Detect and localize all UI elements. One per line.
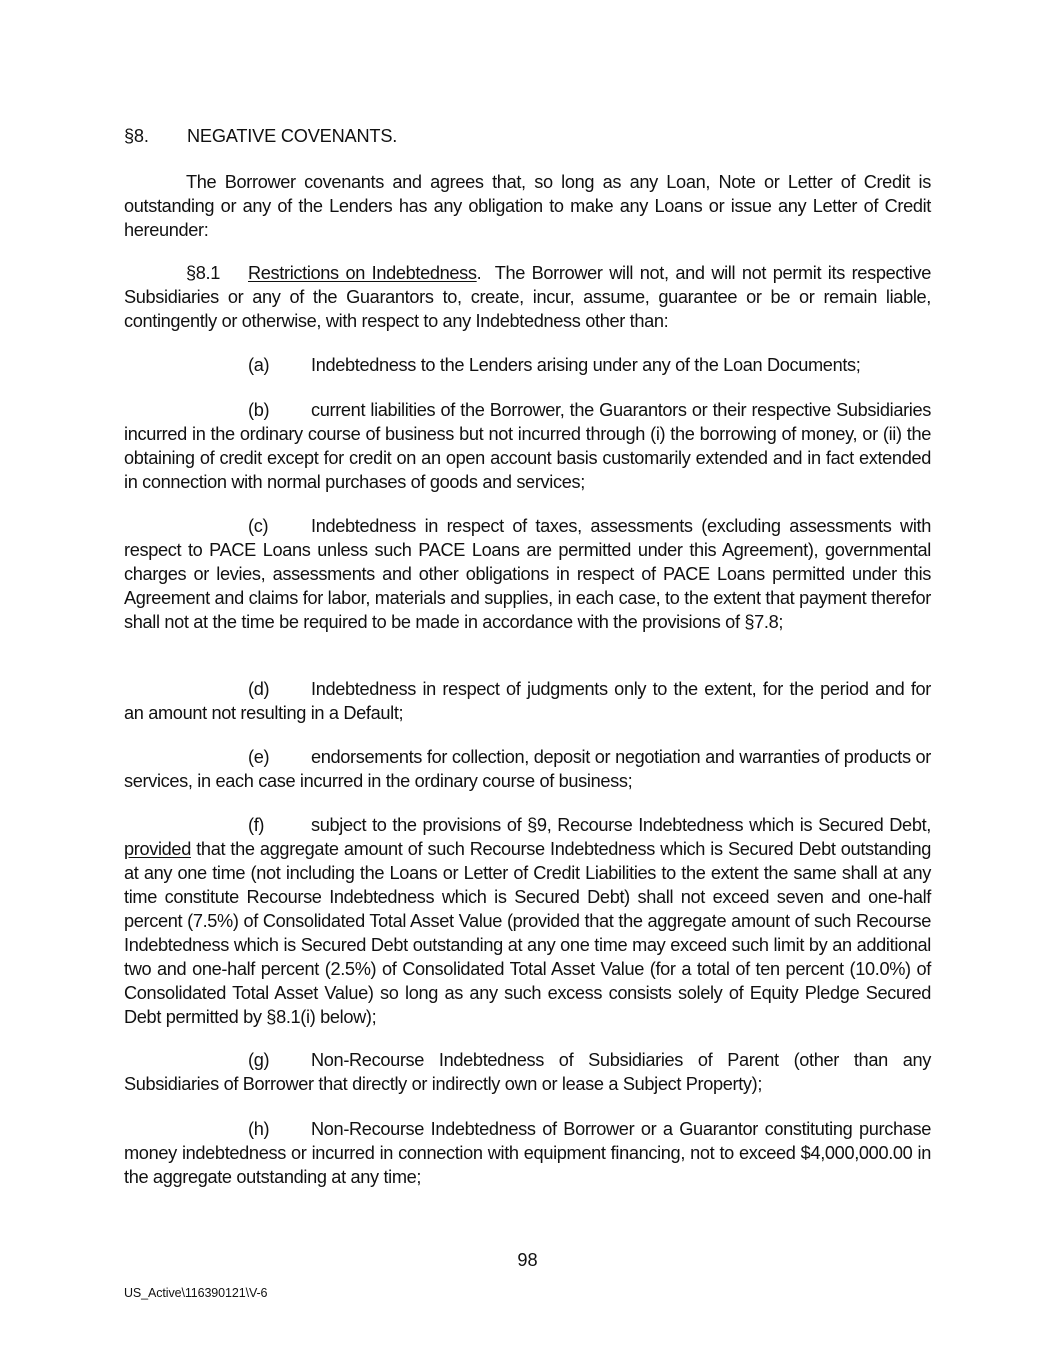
item-label: (c) (248, 516, 269, 536)
item-text: endorsements for collection, deposit or negotiation and warranties of products or services, in each case incurred in the ordinary course of business; (124, 747, 931, 791)
item-label: (d) (248, 679, 270, 699)
page-number: 98 (517, 1250, 538, 1270)
item-text: Non-Recourse Indebtedness of Borrower or a Guarantor constituting purchase money indebtedness or incurred in connection with equipment financing, not to exceed $4,000,000.00 in the aggregate outstanding at any time; (124, 1119, 931, 1187)
item-g (124, 1048, 931, 1096)
item-f (124, 813, 931, 1029)
item-c (124, 514, 931, 634)
item-text-after: that the aggregate amount of such Recourse Indebtedness which is Secured Debt outstanding at any one time (not including the Loans or Letter of Credit Liabilities to the extent the same shall at any time constitute Recourse Indebtedness which is Secured Debt) shall not exceed seven and one-half percent (7.5%) of Consolidated Total Asset Value (provided that the aggregate amount of such Recourse Indebtedness which is Secured Debt outstanding at any one time may exceed such limit by an additional two and one-half percent (2.5%) of Consolidated Total Asset Value (for a total of ten percent (10.0%) of Consolidated Total Asset Value) so long as any such excess consists solely of Equity Pledge Secured Debt permitted by §8.1(i) below); (124, 839, 931, 1027)
section-heading (124, 124, 397, 148)
subsection-heading: Restrictions on Indebtedness (248, 263, 477, 283)
item-text: Indebtedness in respect of judgments only to the extent, for the period and for an amount not resulting in a Default; (124, 679, 931, 723)
item-underlined-term: provided (124, 839, 191, 859)
intro-paragraph (124, 170, 931, 242)
item-label: (e) (248, 747, 270, 767)
intro-text: The Borrower covenants and agrees that, so long as any Loan, Note or Letter of Credit is outstanding or any of the Lenders has any obligation to make any Loans or issue any Letter of Credit hereunder: (124, 172, 931, 240)
section-number: §8. (124, 126, 149, 146)
item-text: Indebtedness to the Lenders arising under any of the Loan Documents; (311, 355, 861, 375)
item-h (124, 1117, 931, 1189)
item-label: (b) (248, 400, 270, 420)
item-b (124, 398, 931, 494)
subsection-8-1-paragraph: §8.1 Restrictions on Indebtedness. The Borrower will not, and will not permit its respective Subsidiaries or any of the Guarantors to, create, incur, assume, guarantee or be or remain liable, contingently or otherwise, with respect to any Indebtedness other than: (124, 263, 931, 331)
subsection-number: §8.1 (186, 263, 220, 283)
item-e (124, 745, 931, 793)
section-title: NEGATIVE COVENANTS. (187, 126, 398, 146)
item-d (124, 677, 931, 725)
document-id: US_Active\116390121\V-6 (124, 1286, 268, 1300)
item-text: current liabilities of the Borrower, the Guarantors or their respective Subsidiaries incurred in the ordinary course of business but not incurred through (i) the borrowing of money, or (ii) the obtaining of credit except for credit on an open account basis customarily extended and in fact extended in connection with normal purchases of goods and services; (124, 400, 931, 492)
item-text: Non-Recourse Indebtedness of Subsidiaries of Parent (other than any Subsidiaries of Borrower that directly or indirectly own or lease a Subject Property); (124, 1050, 931, 1094)
item-label: (a) (248, 355, 270, 375)
item-text: Indebtedness in respect of taxes, assessments (excluding assessments with respect to PACE Loans unless such PACE Loans are permitted under this Agreement), governmental charges or levies, assessments and other obligations in respect of PACE Loans permitted under this Agreement and claims for labor, materials and supplies, in each case, to the extent that payment therefor shall not at the time be required to be made in accordance with the provisions of §7.8; (124, 516, 931, 632)
item-label: (f) (248, 815, 265, 835)
item-text-before: subject to the provisions of §9, Recourse Indebtedness which is Secured Debt, (311, 815, 931, 835)
subsection-text: The Borrower will not, and will not permit its respective Subsidiaries or any of the Guarantors to, create, incur, assume, guarantee or be or remain liable, contingently or otherwise, with respect to any Indebtedness other than: (124, 263, 931, 331)
item-a (124, 353, 931, 377)
item-label: (g) (248, 1050, 270, 1070)
item-label: (h) (248, 1119, 270, 1139)
